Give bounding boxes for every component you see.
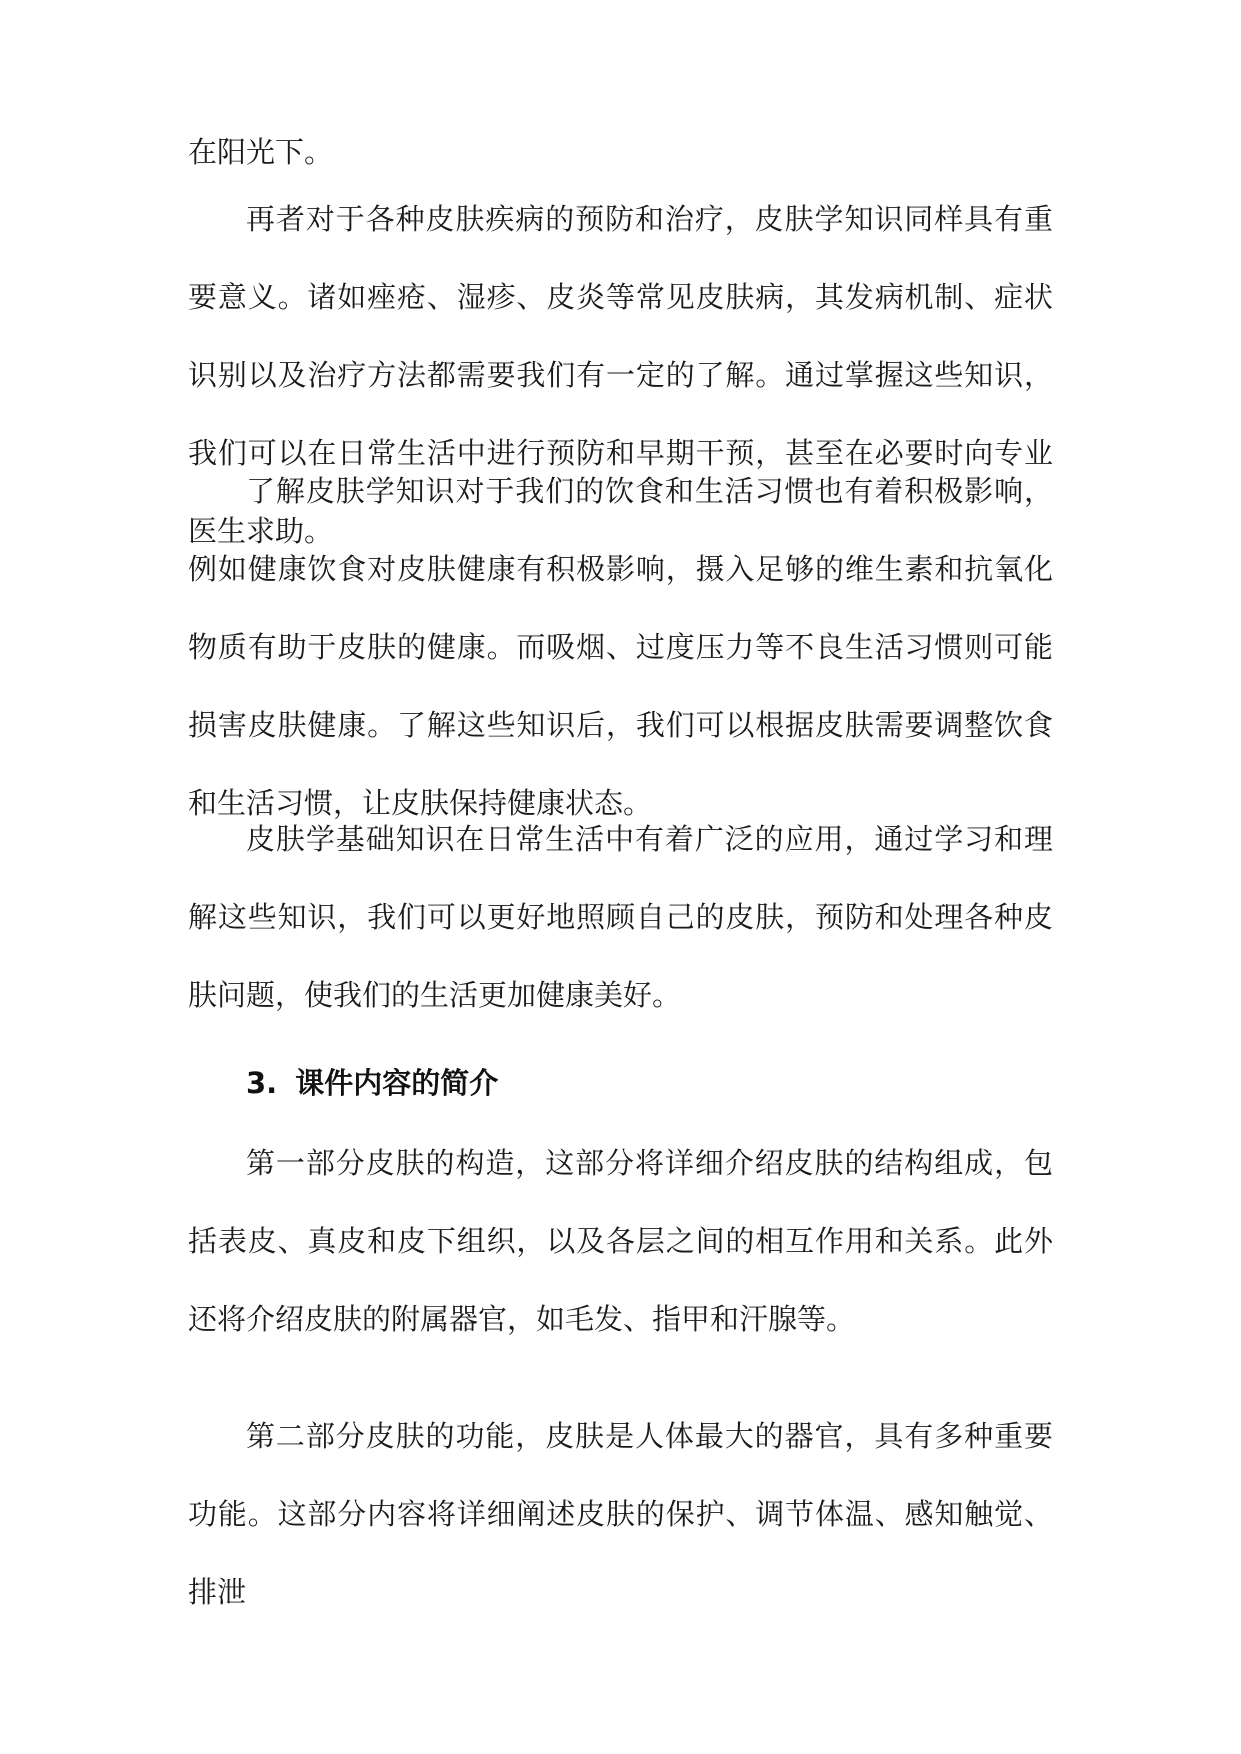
paragraph-summary: 皮肤学基础知识在日常生活中有着广泛的应用，通过学习和理解这些知识，我们可以更好地照顾自己的皮肤，预防和处理各种皮肤问题，使我们的生活更加健康美好。 [188,822,1053,1012]
paragraph-diet-lifestyle: 了解皮肤学知识对于我们的饮食和生活习惯也有着积极影响，例如健康饮食对皮肤健康有积极影响，摄入足够的维生素和抗氧化物质有助于皮肤的健康。而吸烟、过度压力等不良生活习惯则可能损害皮肤健康。了解这些知识后，我们可以根据皮肤需要调整饮食和生活习惯，让皮肤保持健康状态。 [188,474,1053,820]
paragraph-part-one: 第一部分皮肤的构造，这部分将详细介绍皮肤的结构组成，包括表皮、真皮和皮下组织，以及各层之间的相互作用和关系。此外还将介绍皮肤的附属器官，如毛发、指甲和汗腺等。 [188,1146,1053,1336]
paragraph-continuation: 在阳光下。 [188,135,334,169]
section-heading [246,1063,498,1103]
section-title: 课件内容的简介 [295,1066,499,1100]
paragraph-skin-disease: 再者对于各种皮肤疾病的预防和治疗，皮肤学知识同样具有重要意义。诸如痤疮、湿疹、皮炎等常见皮肤病，其发病机制、症状识别以及治疗方法都需要我们有一定的了解。通过掌握这些知识，我们可以在日常生活中进行预防和早期干预，甚至在必要时向专业医生求助。 [188,202,1053,548]
paragraph-part-two: 第二部分皮肤的功能，皮肤是人体最大的器官，具有多种重要功能。这部分内容将详细阐述皮肤的保护、调节体温、感知触觉、排泄 [188,1419,1053,1609]
section-number: 3. [246,1066,278,1100]
